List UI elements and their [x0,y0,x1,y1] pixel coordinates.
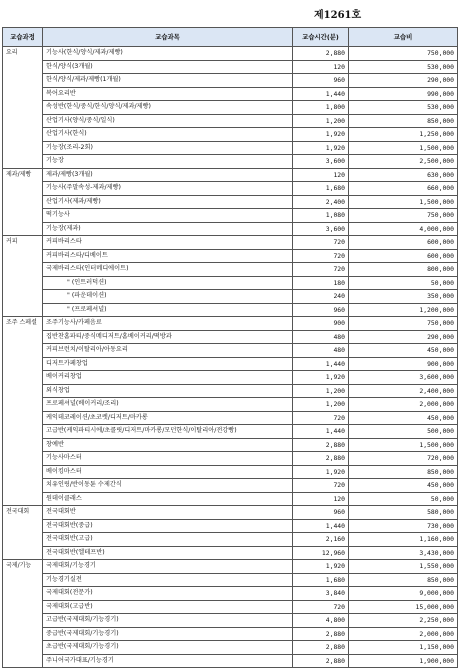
fee-cell: 660,000 [349,182,458,196]
table-row [3,519,458,533]
fee-cell: 9,000,000 [349,587,458,601]
subject-cell: " (인트러덕션) [43,276,293,290]
table-row [3,290,458,304]
subject-cell: 전국대회반 [43,506,293,520]
subject-cell: 프로페셔널(베이커리/조리) [43,398,293,412]
fee-cell: 530,000 [349,101,458,115]
table-row [3,479,458,493]
fee-cell: 2,400,000 [349,384,458,398]
hours-cell: 120 [293,492,349,506]
hours-cell: 1,680 [293,182,349,196]
table-row [3,371,458,385]
category-cell: 조주 스페셜 [3,317,43,506]
subject-cell: 산업기사(제과/제빵) [43,195,293,209]
hours-cell: 2,880 [293,47,349,61]
subject-cell: 치유인링/반이동툰 수제간식 [43,479,293,493]
table-row [3,560,458,574]
hours-cell: 720 [293,479,349,493]
fee-cell: 1,150,000 [349,641,458,655]
subject-cell: 케익데코레이션/초코렛/디저트/마카롱 [43,411,293,425]
fee-cell: 1,550,000 [349,560,458,574]
table-row [3,533,458,547]
subject-cell: 외식창업 [43,384,293,398]
hours-cell: 12,960 [293,546,349,560]
fee-cell: 4,000,000 [349,222,458,236]
table-row [3,600,458,614]
table-row [3,87,458,101]
fee-cell: 800,000 [349,263,458,277]
table-row [3,330,458,344]
subject-cell: 제과/제빵(3개월) [43,168,293,182]
table-row [3,654,458,668]
subject-cell: " (프로페셔널) [43,303,293,317]
hours-cell: 2,880 [293,641,349,655]
subject-cell: 속성반(한식/중식/한식/양식/제과/제빵) [43,101,293,115]
hours-cell: 720 [293,600,349,614]
fee-cell: 500,000 [349,425,458,439]
table-row [3,357,458,371]
hours-cell: 1,080 [293,209,349,223]
fee-cell: 290,000 [349,330,458,344]
hours-cell: 1,680 [293,573,349,587]
hours-cell: 120 [293,168,349,182]
fee-cell: 730,000 [349,519,458,533]
hours-cell: 2,400 [293,195,349,209]
hours-cell: 1,920 [293,465,349,479]
fee-cell: 600,000 [349,249,458,263]
subject-cell: 디저트카페창업 [43,357,293,371]
hours-cell: 2,880 [293,627,349,641]
fee-cell: 450,000 [349,344,458,358]
table-row [3,425,458,439]
table-row [3,236,458,250]
fee-cell: 750,000 [349,47,458,61]
hours-cell: 720 [293,263,349,277]
hours-cell: 1,200 [293,384,349,398]
header-category: 교습과정 [3,28,43,47]
subject-cell: 국제대회(고급반) [43,600,293,614]
subject-cell: 커피바리스타 [43,236,293,250]
table-row [3,276,458,290]
table-row [3,506,458,520]
table-row [3,438,458,452]
hours-cell: 120 [293,60,349,74]
fee-cell: 530,000 [349,60,458,74]
hours-cell: 480 [293,330,349,344]
hours-cell: 3,840 [293,587,349,601]
subject-cell: 초급반(국제대회/기능경기) [43,641,293,655]
table-row [3,222,458,236]
fee-cell: 750,000 [349,317,458,331]
subject-cell: 고급반(케익파티시에/초콜릿/디저트/마카롱/모던한식/이탈리아/전강빵) [43,425,293,439]
hours-cell: 3,600 [293,222,349,236]
hours-cell: 960 [293,303,349,317]
subject-cell: 창예반 [43,438,293,452]
subject-cell: 기능사(주말속성-제과/제빵) [43,182,293,196]
subject-cell: 복어요리반 [43,87,293,101]
fee-cell: 2,000,000 [349,398,458,412]
subject-cell: 전국대회반(중급) [43,519,293,533]
hours-cell: 480 [293,344,349,358]
subject-cell: 커피바리스타/디베이트 [43,249,293,263]
hours-cell: 900 [293,317,349,331]
fee-cell: 720,000 [349,452,458,466]
subject-cell: 전국대회반(고급) [43,533,293,547]
hours-cell: 1,800 [293,101,349,115]
table-row [3,587,458,601]
table-row [3,398,458,412]
hours-cell: 1,440 [293,357,349,371]
subject-cell: 조주기능사/카페음료 [43,317,293,331]
table-row [3,641,458,655]
hours-cell: 2,160 [293,533,349,547]
hours-cell: 720 [293,236,349,250]
hours-cell: 1,440 [293,425,349,439]
hours-cell: 1,440 [293,87,349,101]
fee-cell: 630,000 [349,168,458,182]
table-row [3,182,458,196]
category-cell: 제과/제빵 [3,168,43,236]
table-row [3,411,458,425]
subject-cell: 기능장 [43,155,293,169]
hours-cell: 1,200 [293,398,349,412]
fee-cell: 50,000 [349,276,458,290]
table-row [3,492,458,506]
fee-cell: 3,430,000 [349,546,458,560]
table-row [3,344,458,358]
subject-cell: 산업기사(양식/중식/일식) [43,114,293,128]
subject-cell: 한식/양식/제과/제빵(1개월) [43,74,293,88]
header-fee: 교습비 [349,28,458,47]
fee-cell: 3,600,000 [349,371,458,385]
table-row [3,546,458,560]
table-row [3,303,458,317]
hours-cell: 1,440 [293,519,349,533]
table-row [3,195,458,209]
hours-cell: 240 [293,290,349,304]
hours-cell: 2,880 [293,654,349,668]
table-row [3,249,458,263]
table-row [3,60,458,74]
subject-cell: 집반찬홈파티/중식메디저트/홈베이커리/떡방과 [43,330,293,344]
fee-cell: 850,000 [349,114,458,128]
table-row [3,384,458,398]
hours-cell: 960 [293,74,349,88]
table-row [3,465,458,479]
hours-cell: 1,920 [293,371,349,385]
subject-cell: 중급반(국제대회/기능경기) [43,627,293,641]
table-row [3,47,458,61]
hours-cell: 960 [293,506,349,520]
header-subject: 교습과목 [43,28,293,47]
fee-cell: 900,000 [349,357,458,371]
table-row [3,627,458,641]
category-cell: 요리 [3,47,43,169]
table-row [3,141,458,155]
fee-cell: 990,000 [349,87,458,101]
subject-cell: 국제대회/기능경기 [43,560,293,574]
category-cell: 국제/기능 [3,560,43,668]
tuition-table [2,27,458,668]
table-row [3,317,458,331]
subject-cell: 한식/양식(3개월) [43,60,293,74]
table-header-row [3,28,458,47]
fee-cell: 1,250,000 [349,128,458,142]
fee-cell: 2,500,000 [349,155,458,169]
table-row [3,114,458,128]
table-body [3,47,458,668]
table-row [3,452,458,466]
subject-cell: 기능사(한식/양식/제과/제빵) [43,47,293,61]
category-cell: 커피 [3,236,43,317]
fee-cell: 850,000 [349,465,458,479]
hours-cell: 3,600 [293,155,349,169]
subject-cell: 커피브런치/이탈리아/아동요리 [43,344,293,358]
fee-cell: 15,000,000 [349,600,458,614]
subject-cell: 떡기능사 [43,209,293,223]
subject-cell: 기능경기실전 [43,573,293,587]
subject-cell: 베이킹마스터 [43,465,293,479]
subject-cell: 기능사마스터 [43,452,293,466]
subject-cell: 기능장(제과) [43,222,293,236]
fee-cell: 600,000 [349,236,458,250]
table-row [3,263,458,277]
subject-cell: " (파운데이션) [43,290,293,304]
header-hours: 교습시간(분) [293,28,349,47]
fee-cell: 1,500,000 [349,195,458,209]
fee-cell: 1,500,000 [349,438,458,452]
fee-cell: 50,000 [349,492,458,506]
table-row [3,101,458,115]
fee-cell: 1,160,000 [349,533,458,547]
table-row [3,168,458,182]
fee-cell: 1,500,000 [349,141,458,155]
table-row [3,74,458,88]
subject-cell: 기능장(조리-2회) [43,141,293,155]
hours-cell: 180 [293,276,349,290]
fee-cell: 1,200,000 [349,303,458,317]
fee-cell: 350,000 [349,290,458,304]
hours-cell: 2,880 [293,452,349,466]
fee-cell: 1,900,000 [349,654,458,668]
subject-cell: 고급반(국제대회/기능경기) [43,614,293,628]
hours-cell: 720 [293,249,349,263]
fee-cell: 2,000,000 [349,627,458,641]
category-cell: 전국대회 [3,506,43,560]
hours-cell: 2,880 [293,438,349,452]
subject-cell: 산업기사(한식) [43,128,293,142]
hours-cell: 1,920 [293,560,349,574]
fee-cell: 750,000 [349,209,458,223]
table-row [3,573,458,587]
table-row [3,614,458,628]
hours-cell: 4,800 [293,614,349,628]
hours-cell: 720 [293,411,349,425]
fee-cell: 450,000 [349,479,458,493]
subject-cell: 주니어국가대표/기능경기 [43,654,293,668]
fee-cell: 2,250,000 [349,614,458,628]
subject-cell: 국제대회(전문가) [43,587,293,601]
fee-cell: 290,000 [349,74,458,88]
fee-cell: 450,000 [349,411,458,425]
table-row [3,128,458,142]
hours-cell: 1,920 [293,141,349,155]
subject-cell: 전국대회반(엘테프반) [43,546,293,560]
table-row [3,155,458,169]
hours-cell: 1,200 [293,114,349,128]
subject-cell: 베이커리창업 [43,371,293,385]
subject-cell: 원데이클래스 [43,492,293,506]
fee-cell: 580,000 [349,506,458,520]
hours-cell: 1,920 [293,128,349,142]
subject-cell: 국제바리스타(인터메디에이트) [43,263,293,277]
table-row [3,209,458,223]
document-number: 제1261호 [314,10,362,21]
fee-cell: 850,000 [349,573,458,587]
